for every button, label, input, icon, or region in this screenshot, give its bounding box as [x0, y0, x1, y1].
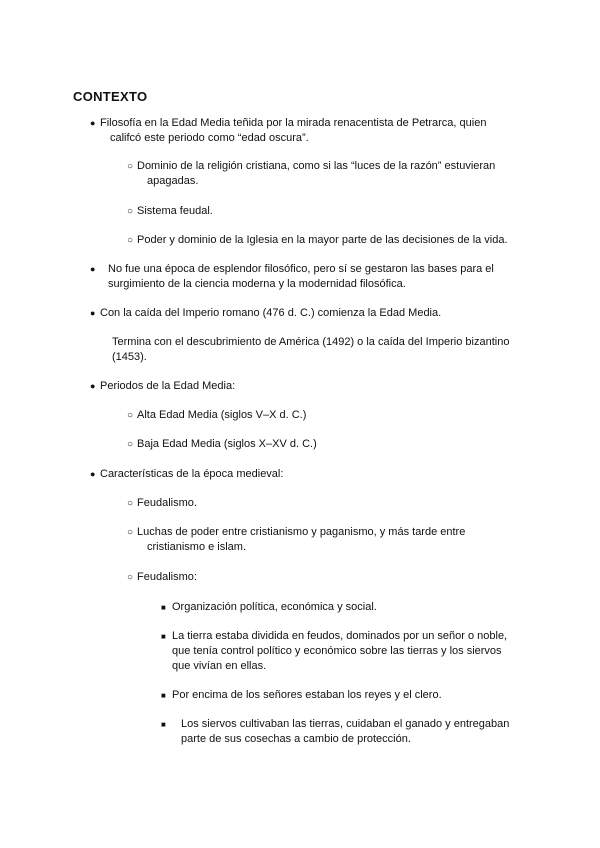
bullet-marker: ●	[90, 381, 96, 391]
sub-sub-list-item-text: Organización política, económica y social.	[172, 601, 377, 613]
circle-marker: ○	[127, 527, 134, 538]
list-item-text: Con la caída del Imperio romano (476 d. C.) comienza la Edad Media.	[100, 307, 442, 319]
circle-marker: ○	[127, 498, 134, 509]
bullet-marker: ●	[90, 308, 96, 318]
sub-list-item-text: Baja Edad Media (siglos X–XV d. C.)	[137, 438, 317, 450]
sub-list-item	[127, 525, 522, 555]
circle-marker: ○	[127, 161, 134, 172]
sub-list-item	[127, 204, 522, 219]
sub-sub-list-item	[161, 688, 521, 703]
list-item	[90, 116, 520, 146]
list-item-text: Características de la época medieval:	[100, 468, 284, 480]
circle-marker: ○	[127, 572, 134, 583]
list-item-text: No fue una época de esplendor filosófico, pero sí se gestaron las bases para el surgimiento de la ciencia moderna y la modernidad filosófica.	[108, 263, 494, 290]
sub-list-item	[127, 159, 522, 189]
sub-list-item-text: Alta Edad Media (siglos V–X d. C.)	[137, 409, 307, 421]
list-item	[90, 467, 520, 482]
list-item	[90, 379, 520, 394]
sub-sub-list-item-text: Los siervos cultivaban las tierras, cuidaban el ganado y entregaban parte de sus cosechas a cambio de protección.	[181, 718, 510, 745]
square-marker: ■	[161, 720, 166, 729]
sub-list-item-text: Sistema feudal.	[137, 205, 213, 217]
sub-list-item	[127, 570, 522, 585]
sub-sub-list-item	[161, 717, 521, 747]
sub-list-item	[127, 437, 522, 452]
bullet-marker: ●	[90, 469, 96, 479]
circle-marker: ○	[127, 235, 134, 246]
sub-sub-list-item	[161, 600, 521, 615]
sub-list-item	[127, 408, 522, 423]
sub-list-item	[127, 233, 522, 248]
square-marker: ■	[161, 603, 166, 612]
circle-marker: ○	[127, 410, 134, 421]
sub-sub-list-item-text: La tierra estaba dividida en feudos, dominados por un señor o noble, que tenía control político y económico sobre las tierras y los siervos que vivían en ellas.	[172, 630, 508, 672]
sub-sub-list-item-text: Por encima de los señores estaban los reyes y el clero.	[172, 689, 442, 701]
paragraph-text: Termina con el descubrimiento de América (1492) o la caída del Imperio bizantino (1453).	[112, 336, 510, 363]
sub-list-item-text: Feudalismo:	[137, 571, 197, 583]
sub-list-item-text: Dominio de la religión cristiana, como si las “luces de la razón” estuvieran apagadas.	[137, 160, 496, 187]
sub-list-item-text: Feudalismo.	[137, 497, 197, 509]
circle-marker: ○	[127, 206, 134, 217]
list-item	[90, 262, 510, 292]
bullet-marker: ●	[90, 264, 96, 274]
list-item	[90, 306, 520, 321]
square-marker: ■	[161, 691, 166, 700]
list-item-text: Periodos de la Edad Media:	[100, 380, 236, 392]
section-title: CONTEXTO	[73, 89, 148, 104]
bullet-marker: ●	[90, 118, 96, 128]
list-item-text: Filosofía en la Edad Media teñida por la mirada renacentista de Petrarca, quien califcó este periodo como “edad oscura”.	[100, 117, 487, 144]
sub-list-item-text: Poder y dominio de la Iglesia en la mayor parte de las decisiones de la vida.	[137, 234, 508, 246]
square-marker: ■	[161, 632, 166, 641]
sub-sub-list-item	[161, 629, 521, 674]
circle-marker: ○	[127, 439, 134, 450]
sub-list-item	[127, 496, 522, 511]
sub-list-item-text: Luchas de poder entre cristianismo y paganismo, y más tarde entre cristianismo e islam.	[137, 526, 466, 553]
